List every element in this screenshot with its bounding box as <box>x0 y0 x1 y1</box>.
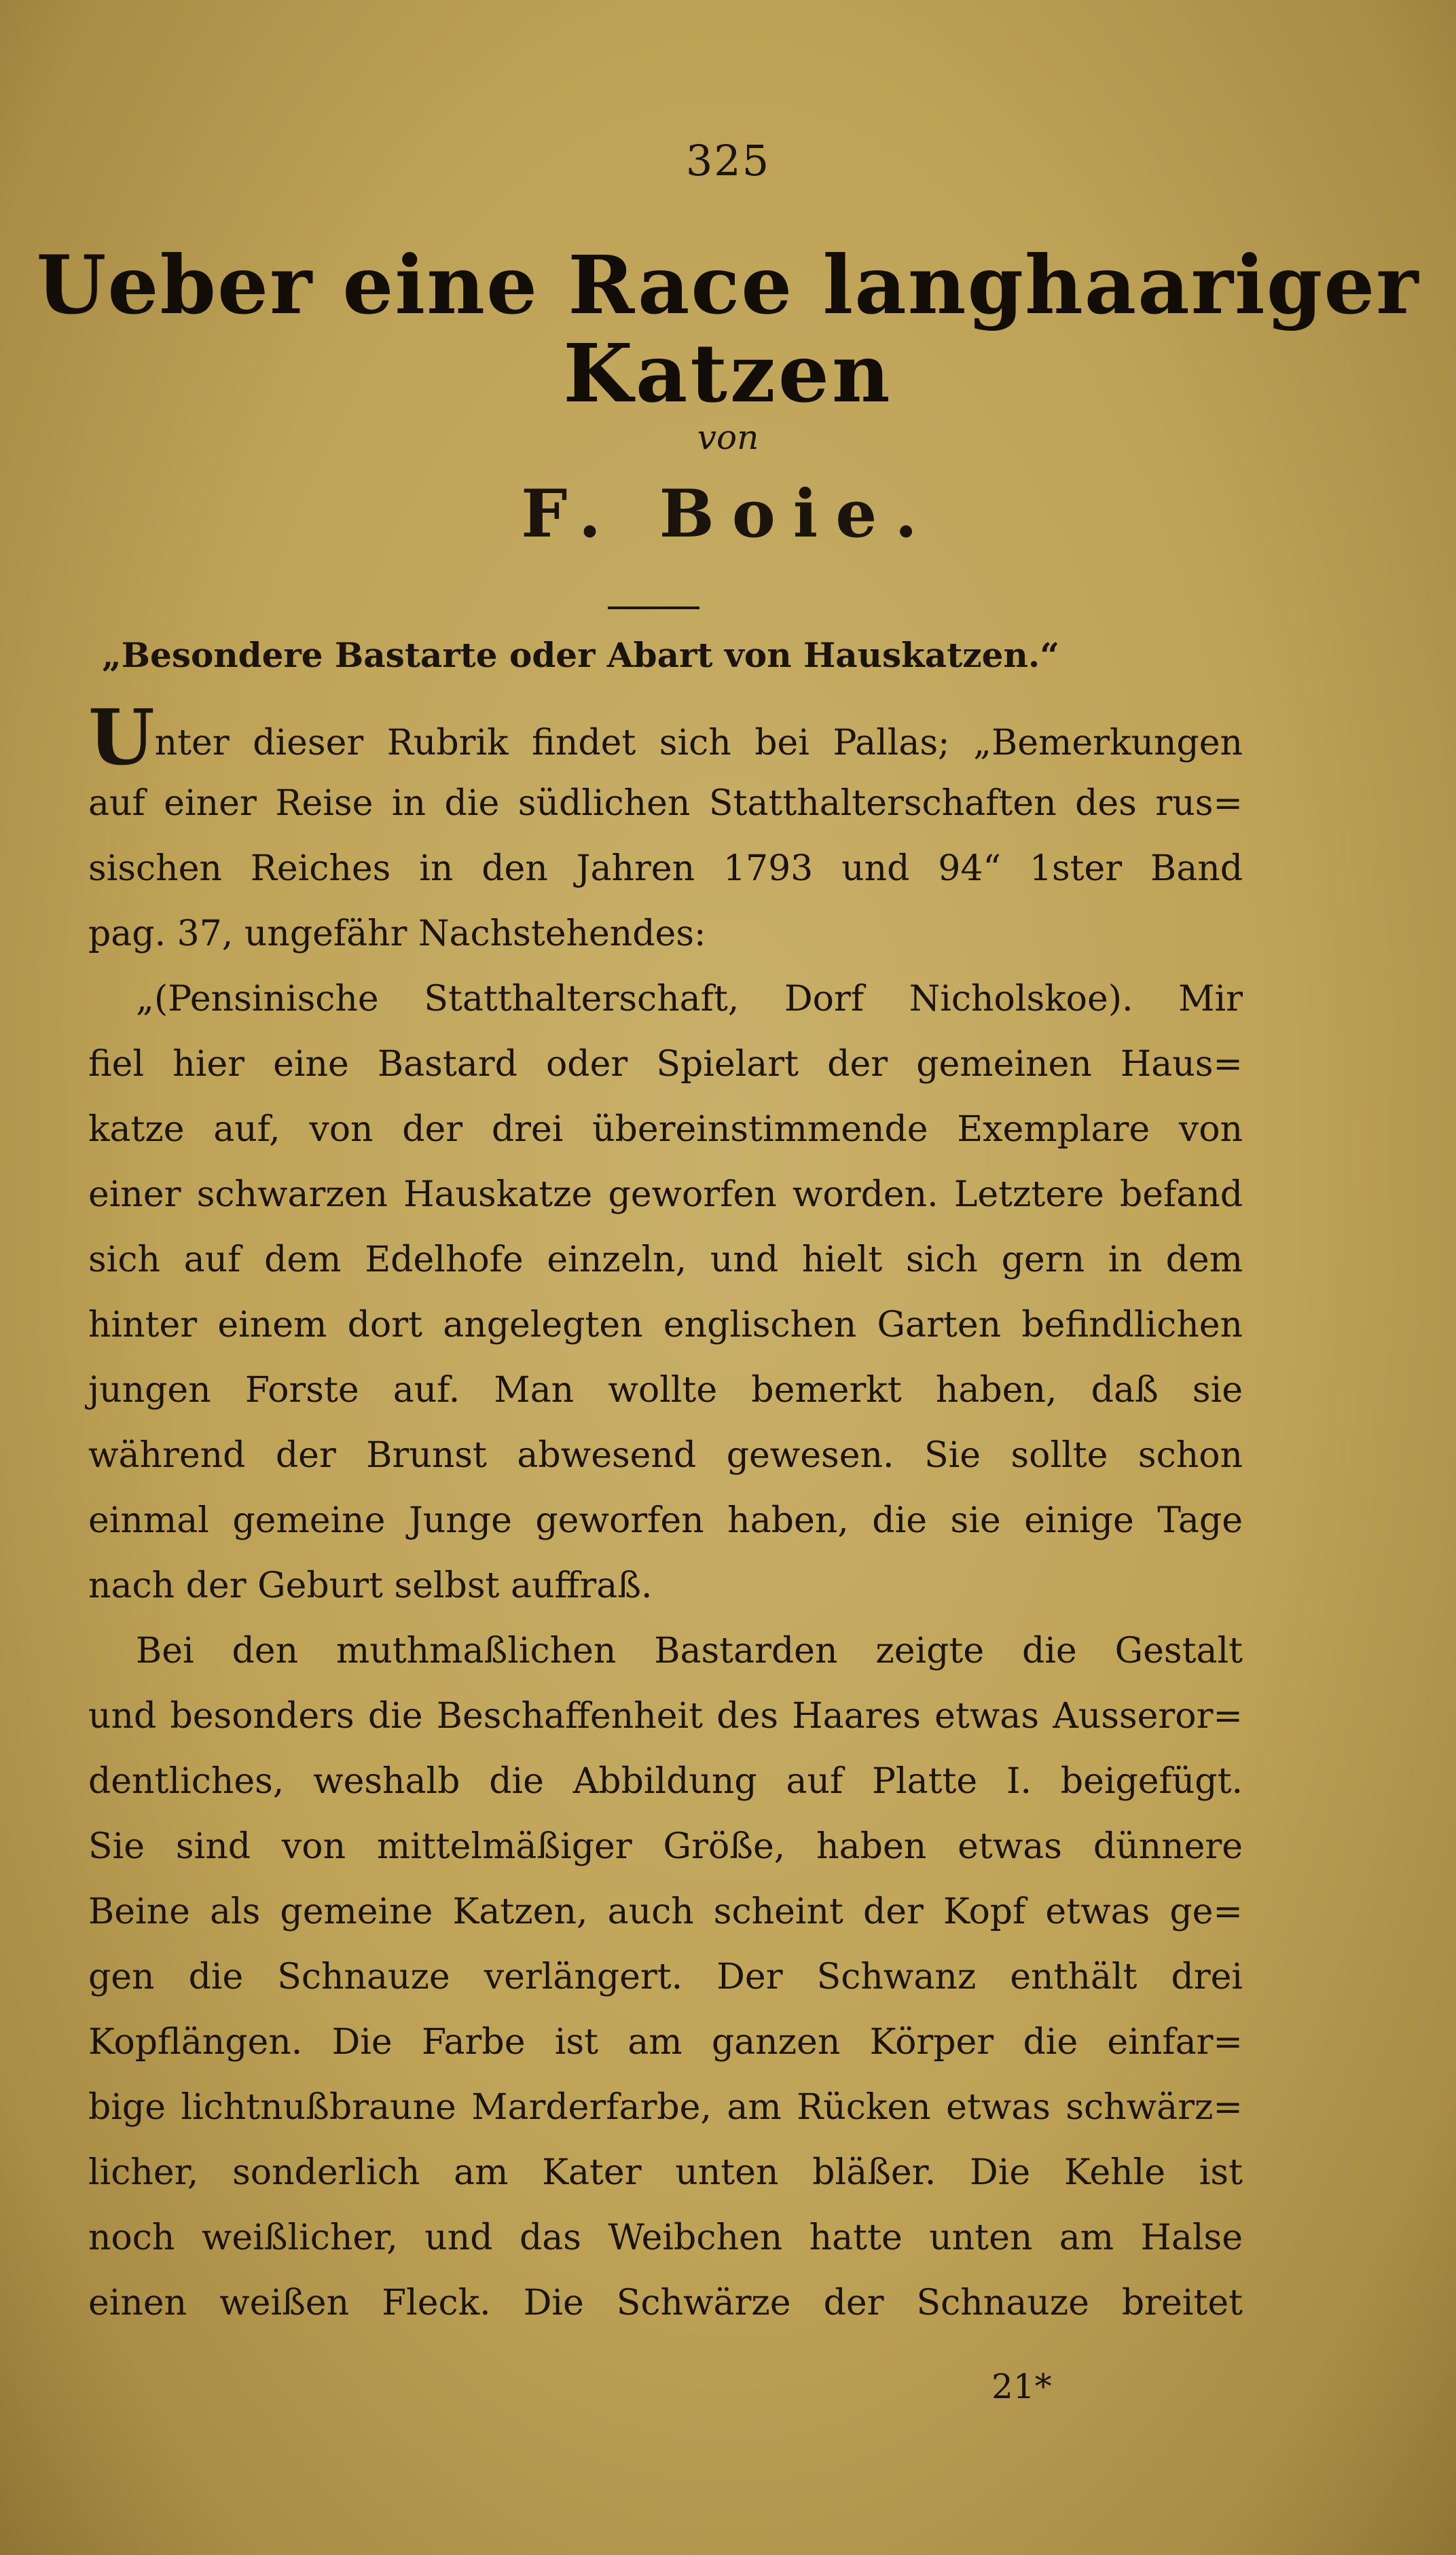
text-line-23: licher, sonderlich am Kater unten bläßer. Die Kehle ist <box>88 2152 1243 2193</box>
page-number: 325 <box>685 136 771 185</box>
divider-rule <box>608 606 699 609</box>
text-line-19: Beine als gemeine Katzen, auch scheint der Kopf etwas ge= <box>88 1891 1243 1932</box>
text-line-17: dentliches, weshalb die Abbildung auf Platte I. beigefügt. <box>88 1761 1243 1802</box>
byline: von <box>697 418 759 457</box>
text-line-10: hinter einem dort angelegten englischen Garten befindlichen <box>88 1305 1243 1345</box>
text-line-18: Sie sind von mittelmäßiger Größe, haben etwas dünnere <box>88 1826 1243 1867</box>
text-line-16: und besonders die Beschaffenheit des Haares etwas Ausseror= <box>88 1696 1243 1737</box>
text-line-5: „(Pensinische Statthalterschaft, Dorf Nicholskoe). Mir <box>136 979 1243 1019</box>
text-line-3: sischen Reiches in den Jahren 1793 und 94“ 1ster Band <box>88 848 1243 889</box>
text-line-6: fiel hier eine Bastard oder Spielart der gemeinen Haus= <box>88 1044 1243 1085</box>
text-line-15: Bei den muthmaßlichen Bastarden zeigte die Gestalt <box>136 1631 1243 1671</box>
text-line-2: auf einer Reise in die südlichen Statthalterschaften des rus= <box>88 783 1243 824</box>
text-line-4: pag. 37, ungefähr Nachstehendes: <box>88 913 706 954</box>
quote-heading: „Besondere Bastarte oder Abart von Hauskatzen.“ <box>102 635 1060 675</box>
drop-cap: U <box>88 693 155 782</box>
text-line-9: sich auf dem Edelhofe einzeln, und hielt sich gern in dem <box>88 1239 1243 1280</box>
text-line-7: katze auf, von der drei übereinstimmende Exemplare von <box>88 1109 1243 1150</box>
text-line-21: Kopflängen. Die Farbe ist am ganzen Körper die einfar= <box>88 2022 1243 2063</box>
text-line-13: einmal gemeine Junge geworfen haben, die sie einige Tage <box>88 1500 1243 1541</box>
text-line-22: bige lichtnußbraune Marderfarbe, am Rücken etwas schwärz= <box>88 2087 1243 2128</box>
text-line-14: nach der Geburt selbst auffraß. <box>88 1565 653 1606</box>
text-line-24: noch weißlicher, und das Weibchen hatte unten am Halse <box>88 2217 1243 2258</box>
text-line-1 <box>88 693 1243 782</box>
text-line-20: gen die Schnauze verlängert. Der Schwanz enthält drei <box>88 1957 1243 1997</box>
text-line-25: einen weißen Fleck. Die Schwärze der Schnauze breitet <box>88 2283 1243 2323</box>
title-line-2: Katzen <box>563 326 893 420</box>
text-line-12: während der Brunst abwesend gewesen. Sie sollte schon <box>88 1435 1243 1476</box>
text-line-1-rest: nter dieser Rubrik findet sich bei Pallas; „Bemerkungen <box>154 723 1243 763</box>
signature-mark: 21* <box>991 2367 1052 2406</box>
text-line-8: einer schwarzen Hauskatze geworfen worden. Letztere befand <box>88 1174 1243 1215</box>
author-name: F. Boie. <box>521 475 935 552</box>
title-line-1: Ueber eine Race langhaariger <box>36 238 1420 332</box>
text-line-11: jungen Forste auf. Man wollte bemerkt haben, daß sie <box>88 1370 1243 1411</box>
